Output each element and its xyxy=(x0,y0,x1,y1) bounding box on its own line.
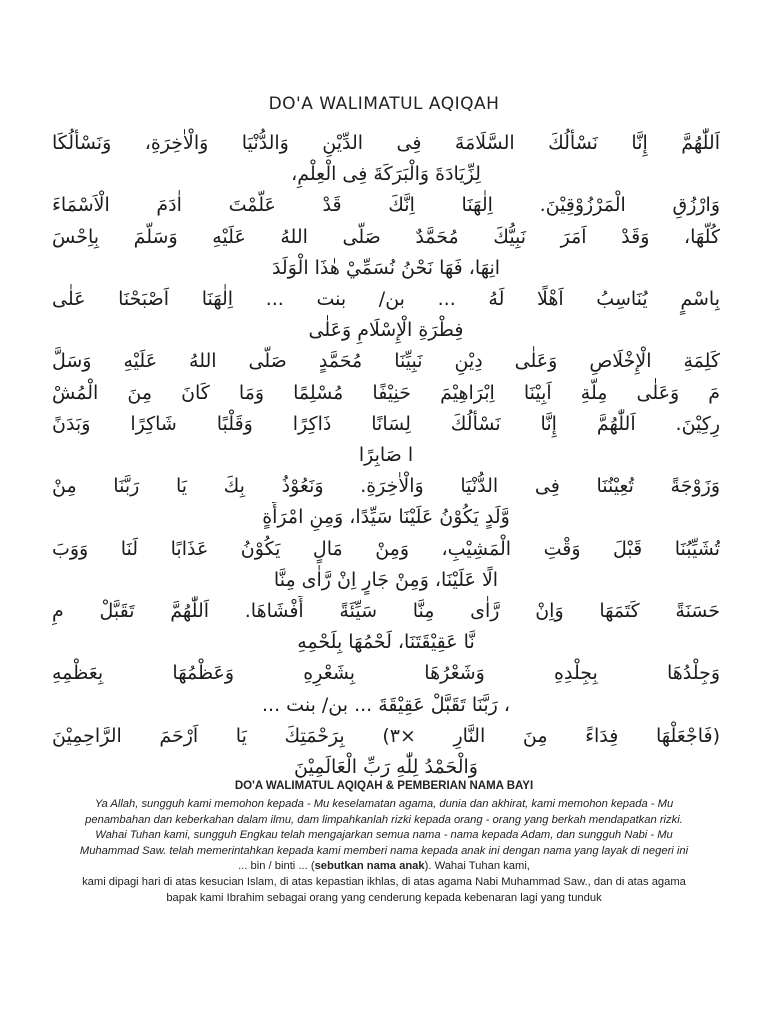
arabic-line: مَ وَعَلٰى مِلَّةِ اَبِيْنَا اِبْرَاهِيْمَ حَنِيْفًا مُسْلِمًا وَمَا كَانَ مِنَ الْمُشْ xyxy=(52,381,720,404)
arabic-line: وَجِلْدُهَا بِجِلْدِهِ وَشَعْرُهَا بِشَعْرِهِ وَعَظْمُهَا بِعَظْمِهِ xyxy=(52,662,720,685)
translation-paragraph: Ya Allah, sungguh kami memohon kepada - Mu keselamatan agama, dunia dan akhirat, kami memohon kepada - Mu penambahan dan keberkahan dalam ilmu, dam limpahkanlah rizki kepada orang - orang yang berkah mendapatkan rizki. Wahai Tuhan kami, sungguh Engkau telah mengajarkan semua nama - nama kepada Adam, dan sungguh Nabi - Mu Muhammad Saw. telah memerintahkan kepada kami memberi nama kepada anak ini dengan nama yang layak di negeri ini xyxy=(79,798,689,857)
arabic-line: وَالْحَمْدُ لِلّٰهِ رَبِّ الْعَالَمِيْنَ xyxy=(294,756,478,779)
arabic-line: وَارْزُقِ الْمَرْزُوْقِيْنَ. اِلٰهَنَا اِنَّكَ قَدْ عَلَّمْتَ اٰدَمَ الْاَسْمَاءَ xyxy=(52,194,720,217)
child-name-line: ... bin / binti ... (sebutkan nama anak). Wahai Tuhan kami, xyxy=(238,860,530,873)
arabic-line: الًا عَلَيْنَا، وَمِنْ جَارٍ اِنْ رَّاٰى مِنَّا xyxy=(273,568,499,591)
arabic-line: كُلَّهَا، وَقَدْ اَمَرَ نَبِيُّكَ مُحَمَّدٌ صَلَّى اللهُ عَلَيْهِ وَسَلَّمَ بِاِحْسَ xyxy=(52,225,720,248)
arabic-line: انِهَا، فَهَا نَحْنُ نُسَمِّيْ هٰذَا الْوَلَدَ xyxy=(271,256,501,279)
arabic-line: فِطْرَةِ الْإِسْلَامِ وَعَلٰى xyxy=(308,319,464,342)
arabic-line: وَّلَدٍ يَكُوْنُ عَلَيْنَا سَيِّدًا، وَمِنِ امْرَأَةٍ xyxy=(262,506,510,529)
arabic-line: ا صَابِرًا xyxy=(358,444,414,467)
arabic-line: لِزِّيَادَةَ وَالْبَرَكَةَ فِى الْعِلْمِ، xyxy=(291,163,481,186)
translation-heading: DO'A WALIMATUL AQIQAH & PEMBERIAN NAMA BAYI xyxy=(234,780,534,792)
arabic-line: كَلِمَةِ الْإِخْلَاصِ وَعَلٰى دِيْنِ نَبِيِّنَا مُحَمَّدٍ صَلَّى اللهُ عَلَيْهِ وَسَلَّ xyxy=(52,350,720,373)
arabic-line: رِكِيْنَ. اَللّٰهُمَّ إِنَّا نَسْأَلُكَ لِسَانًا ذَاكِرًا وَقَلْبًا شَاكِرًا وَبَدَنً xyxy=(52,412,720,435)
arabic-line: اَللّٰهُمَّ إِنَّا نَسْأَلُكَ السَّلَامَةَ فِى الدِّيْنِ وَالدُّنْيَا وَالْاٰخِرَةِ، وَنَسْأَلُكَا xyxy=(52,132,720,154)
arabic-line: ، رَبَّنَا تَقَبَّلْ عَقِيْقَةَ ... بن/ بنت ... xyxy=(262,693,510,716)
arabic-line: وَزَوْجَةً تُعِيْنُنَا فِى الدُّنْيَا وَالْاٰخِرَةِ. وَنَعُوْذُ بِكَ يَا رَبَّنَا مِنْ xyxy=(52,475,720,498)
arabic-line: نَّا عَقِيْقَتَنَا، لَحْمُهَا بِلَحْمِهِ xyxy=(297,631,475,654)
arabic-prayer-text xyxy=(52,128,720,783)
arabic-line: تُشَيِّبُنَا قَبْلَ وَقْتِ الْمَشِيْبِ، وَمِنْ مَالٍ يَكُوْنُ عَذَابًا لَنَا وَوَبَ xyxy=(52,537,720,560)
arabic-line: (فَاجْعَلْهَا فِدَاءً مِنَ النَّارِ ×٣) بِرَحْمَتِكَ يَا اَرْحَمَ الرَّاحِمِيْنَ xyxy=(52,724,720,747)
child-name-instruction: sebutkan nama anak xyxy=(314,860,425,873)
arabic-line: بِاسْمٍ يُنَاسِبُ اَهْلًا لَهُ ... بن/ بنت ... اِلٰهَنَا اَصْبَحْنَا عَلٰى xyxy=(52,288,720,311)
arabic-line: حَسَنَةً كَتَمَهَا وَاِنْ رَّاٰى مِنَّا سَيِّئَةً أَفْشَاهَا. اَللّٰهُمَّ تَقَبَّلْ مِ xyxy=(52,600,720,623)
page-title: DO'A WALIMATUL AQIQAH xyxy=(268,94,500,114)
translation-text xyxy=(70,797,698,906)
closing-paragraph: kami dipagi hari di atas kesucian Islam, di atas kepastian ikhlas, di atas agama Nabi Muhammad Saw., dan di atas agama bapak kami Ibrahim sebagai orang yang cenderung kepada kebenaran lagi yang tunduk xyxy=(82,875,686,904)
